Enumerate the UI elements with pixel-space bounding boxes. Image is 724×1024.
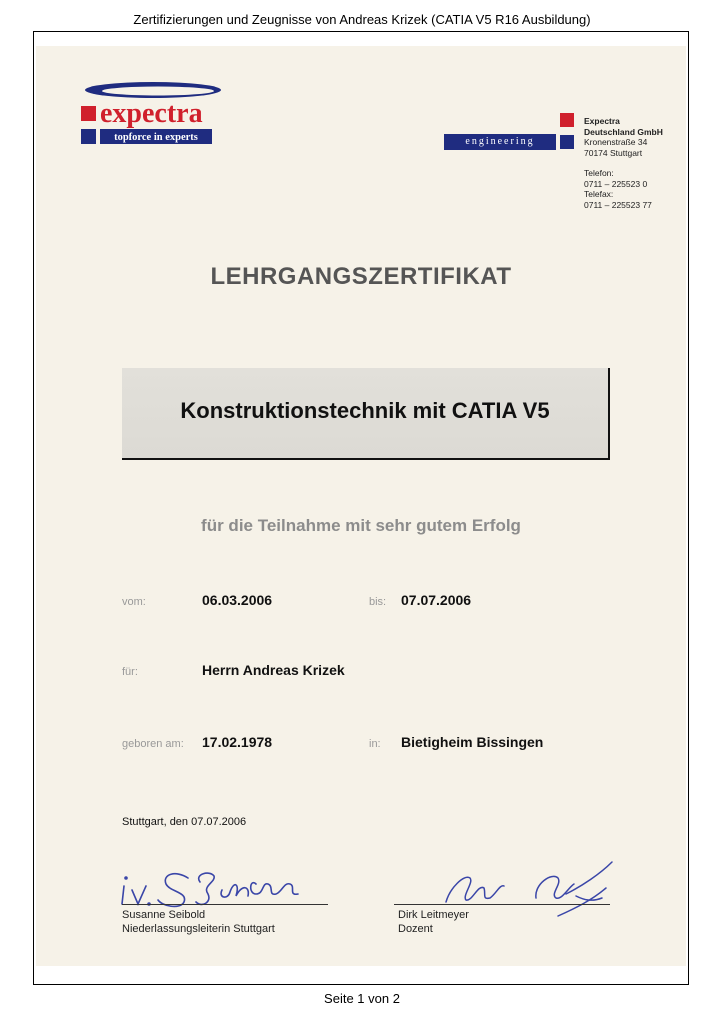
certificate-paper xyxy=(36,46,686,966)
from-date: 06.03.2006 xyxy=(202,592,273,608)
expectra-logo xyxy=(78,79,228,159)
logo-tagline: topforce in experts xyxy=(114,132,198,143)
to-date: 07.07.2006 xyxy=(401,592,472,608)
right-signature-line xyxy=(394,904,610,905)
recipient-name: Herrn Andreas Krizek xyxy=(202,662,345,678)
birth-date: 17.02.1978 xyxy=(202,734,273,750)
left-signer-role: Niederlassungsleiterin Stuttgart xyxy=(122,923,275,935)
left-signer xyxy=(122,908,275,936)
result-text: für die Teilnahme mit sehr gutem Erfolg xyxy=(201,516,521,535)
address-city: 70174 Stuttgart xyxy=(584,147,643,158)
right-signer-role: Dozent xyxy=(398,923,433,935)
logo-swoosh-inner xyxy=(102,87,214,96)
engineering-label: engineering xyxy=(444,134,556,150)
certificate-title: LEHRGANGSZERTIFIKAT xyxy=(210,263,512,290)
address-fax-label: Telefax: xyxy=(584,189,614,199)
place-date: Stuttgart, den 07.07.2006 xyxy=(122,816,247,828)
from-label: vom: xyxy=(122,596,146,608)
course-box xyxy=(122,368,610,460)
engineering-block xyxy=(444,134,556,150)
right-signer xyxy=(398,908,469,936)
logo-wordmark: expectra xyxy=(100,98,203,129)
born-label: geboren am: xyxy=(122,738,184,750)
page-header: Zertifizierungen und Zeugnisse von Andreas Krizek (CATIA V5 R16 Ausbildung) xyxy=(133,12,591,27)
address-street: Kronenstraße 34 xyxy=(584,137,648,147)
logo-red-square xyxy=(81,106,96,121)
document-frame xyxy=(33,31,689,985)
page-footer: Seite 1 von 2 xyxy=(324,991,400,1006)
address-company: Expectra xyxy=(584,116,620,126)
address-company-2: Deutschland GmbH xyxy=(584,126,663,137)
right-signer-name: Dirk Leitmeyer xyxy=(398,909,469,921)
red-square-icon xyxy=(560,113,574,127)
address-phone-label: Telefon: xyxy=(584,168,614,178)
left-signature-line xyxy=(122,904,328,905)
birthplace: Bietigheim Bissingen xyxy=(401,734,544,750)
course-name: Konstruktionstechnik mit CATIA V5 xyxy=(180,398,550,423)
logo-blue-square xyxy=(81,129,96,144)
birthplace-label: in: xyxy=(369,738,381,750)
blue-square-icon xyxy=(560,135,574,149)
address-phone: 0711 – 225523 0 xyxy=(584,178,648,189)
to-label: bis: xyxy=(369,596,387,608)
for-label: für: xyxy=(122,666,138,678)
left-signer-name: Susanne Seibold xyxy=(122,909,206,921)
address-fax: 0711 – 225523 77 xyxy=(584,199,652,210)
company-address xyxy=(584,116,663,210)
